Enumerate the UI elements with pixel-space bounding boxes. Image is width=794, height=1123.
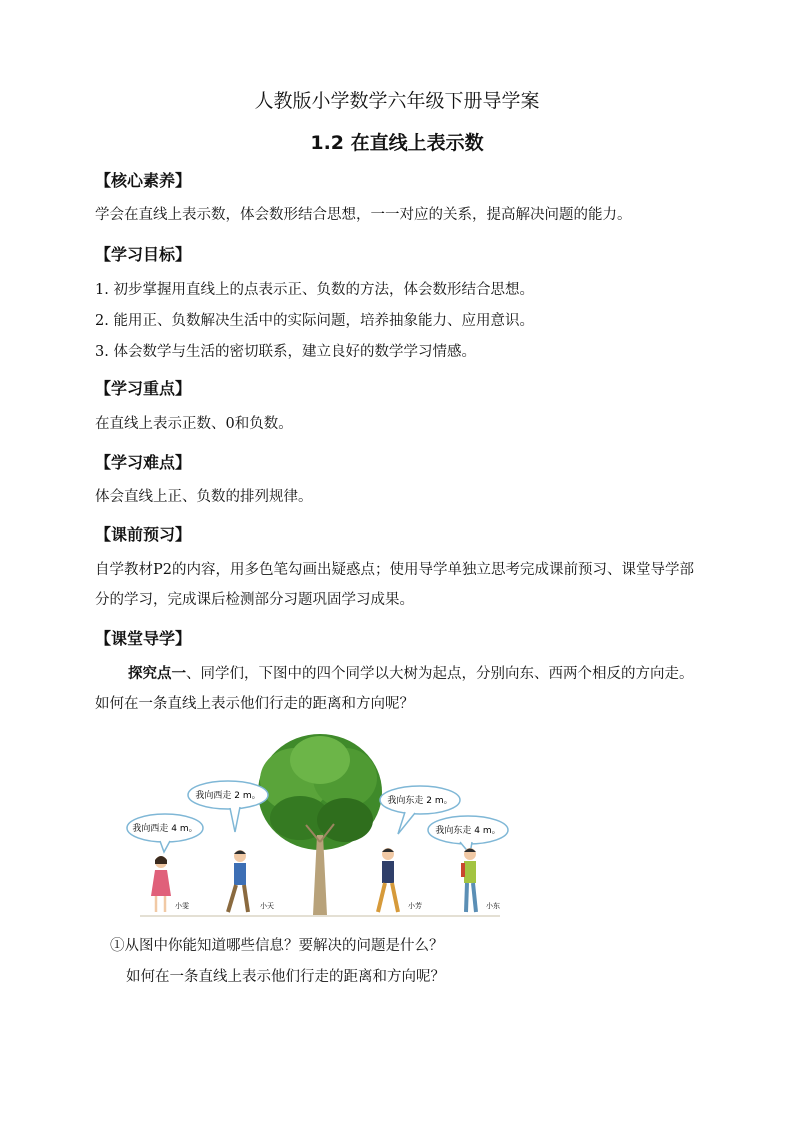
preview-text: 自学教材P2的内容，用多色笔勾画出疑惑点；使用导学单独立思考完成课前预习、课堂导学部分的学习，完成课后检测部分习题巩固学习成果。	[95, 562, 694, 608]
key-text: 在直线上表示正数、0和负数。	[95, 416, 293, 432]
goal-item-3: 3. 体会数学与生活的密切联系，建立良好的数学学习情感。	[95, 344, 476, 360]
tree-and-children-figure	[120, 730, 515, 920]
heading-preview: 【课前预习】	[95, 525, 192, 544]
child-name-3: 小芳	[408, 902, 422, 910]
bubble-text-2: 我向西走 2 m。	[195, 791, 261, 801]
core-text: 学会在直线上表示数，体会数形结合思想，一一对应的关系，提高解决问题的能力。	[95, 207, 632, 223]
child-2-figure	[228, 850, 248, 912]
explore-paragraph	[95, 659, 705, 719]
heading-key: 【学习重点】	[95, 379, 192, 398]
explore-text: 、同学们，下图中的四个同学以大树为起点，分别向东、西两个相反的方向走。如何在一条直线上表示他们行走的距离和方向呢？	[95, 666, 694, 712]
tree-canopy	[258, 734, 382, 850]
explore-label: 探究点一	[128, 665, 186, 682]
child-name-4: 小东	[486, 902, 500, 910]
speech-bubble-4	[428, 816, 508, 854]
question-1: ①从图中你能知道哪些信息？要解决的问题是什么？	[110, 938, 444, 954]
heading-difficulty: 【学习难点】	[95, 453, 192, 472]
child-1-figure	[151, 856, 171, 912]
goal-item-2: 2. 能用正、负数解决生活中的实际问题，培养抽象能力、应用意识。	[95, 313, 534, 329]
bubble-text-1: 我向西走 4 m。	[132, 824, 198, 834]
bubble-text-3: 我向东走 2 m。	[387, 796, 453, 806]
child-3-figure	[378, 848, 398, 912]
child-name-2: 小天	[260, 902, 274, 910]
heading-goals: 【学习目标】	[95, 245, 192, 264]
speech-bubble-1	[127, 814, 203, 852]
child-name-1: 小雯	[175, 902, 189, 910]
bubble-text-4: 我向东走 4 m。	[435, 826, 501, 836]
heading-core: 【核心素养】	[95, 171, 192, 190]
goal-item-1: 1. 初步掌握用直线上的点表示正、负数的方法，体会数形结合思想。	[95, 282, 534, 298]
child-4-figure	[461, 848, 476, 912]
heading-guide: 【课堂导学】	[95, 629, 192, 648]
question-2: 如何在一条直线上表示他们行走的距离和方向呢？	[126, 969, 445, 985]
doc-title: 人教版小学数学六年级下册导学案	[254, 90, 540, 112]
difficulty-text: 体会直线上正、负数的排列规律。	[95, 489, 313, 505]
lesson-title: 1.2 在直线上表示数	[310, 132, 484, 154]
